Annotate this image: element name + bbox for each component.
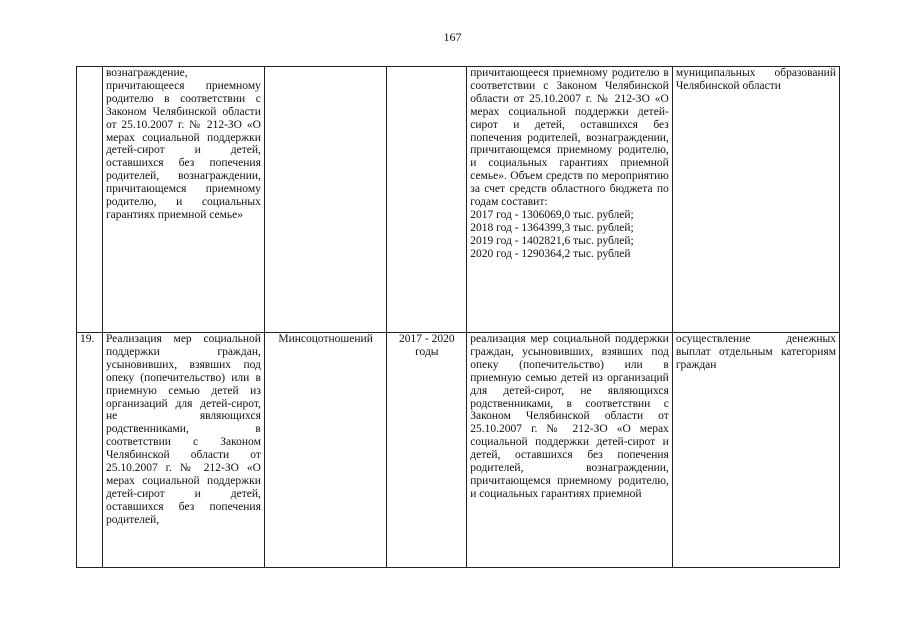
- budget-line: 2017 год - 1306069,0 тыс. рублей;: [470, 208, 634, 221]
- page-number: 167: [443, 30, 462, 44]
- table-row: [77, 67, 840, 333]
- budget-line: 2020 год - 1290364,2 тыс. рублей: [470, 247, 631, 260]
- measure-text: вознаграждение, причитающееся приемному родителю в соответствии с Законом Челябинской области от 25.10.2007 г. № 212-ЗО «О мерах социальной поддержки детей-сирот и детей, оставшихся без попечения родителей, вознаграждении, причитающемся приемному родителю, и социальных гарантиях приемной семье»: [102, 67, 264, 333]
- budget-line: 2018 год - 1364399,3 тыс. рублей;: [470, 221, 634, 234]
- row-number: 19.: [77, 333, 103, 568]
- description-text: причитающееся приемному родителю в соответствии с Законом Челябинской области от 25.10.2007 г. № 212-ЗО «О мерах социальной поддержки детей-сирот и детей, оставшихся без попечения родителей, вознаграждении, причитающемся приемному родителю, и социальных гарантиях приемной семье». Объем средств по мероприятию за счет средств областного бюджета по годам составит:: [470, 67, 669, 209]
- budget-line: 2019 год - 1402821,6 тыс. рублей;: [470, 234, 634, 247]
- table-row: [77, 333, 840, 568]
- result-cell: муниципальных образований Челябинской области: [672, 67, 839, 333]
- program-measures-table: [76, 66, 840, 568]
- description-cell: реализация мер социальной поддержки граждан, усыновивших, взявших под опеку (попечительство) или в приемную семью детей из организаций для детей-сирот, не являющихся родственниками, в соответствии с Законом Челябинской области от 25.10.2007 г. № 212-ЗО «О мерах социальной поддержки детей-сирот и детей, оставшихся без попечения родителей, вознаграждении, причитающемся приемному родителю, и социальных гарантиях приемной: [467, 333, 673, 568]
- description-cell: [467, 67, 673, 333]
- executor-cell: [264, 67, 386, 333]
- measure-text: Реализация мер социальной поддержки граждан, усыновивших, взявших под опеку (попечительство) или в приемную семью детей из организаций для детей-сирот, не являющихся родственниками, в соответствии с Законом Челябинской области от 25.10.2007 г. № 212-ЗО «О мерах социальной поддержки детей-сирот и детей, оставшихся без попечения родителей,: [102, 333, 264, 568]
- period-cell: [387, 67, 467, 333]
- row-number: [77, 67, 103, 333]
- result-cell: осуществление денежных выплат отдельным категориям граждан: [672, 333, 839, 568]
- period-cell: 2017 - 2020 годы: [387, 333, 467, 568]
- executor-cell: Минсоцотношений: [264, 333, 386, 568]
